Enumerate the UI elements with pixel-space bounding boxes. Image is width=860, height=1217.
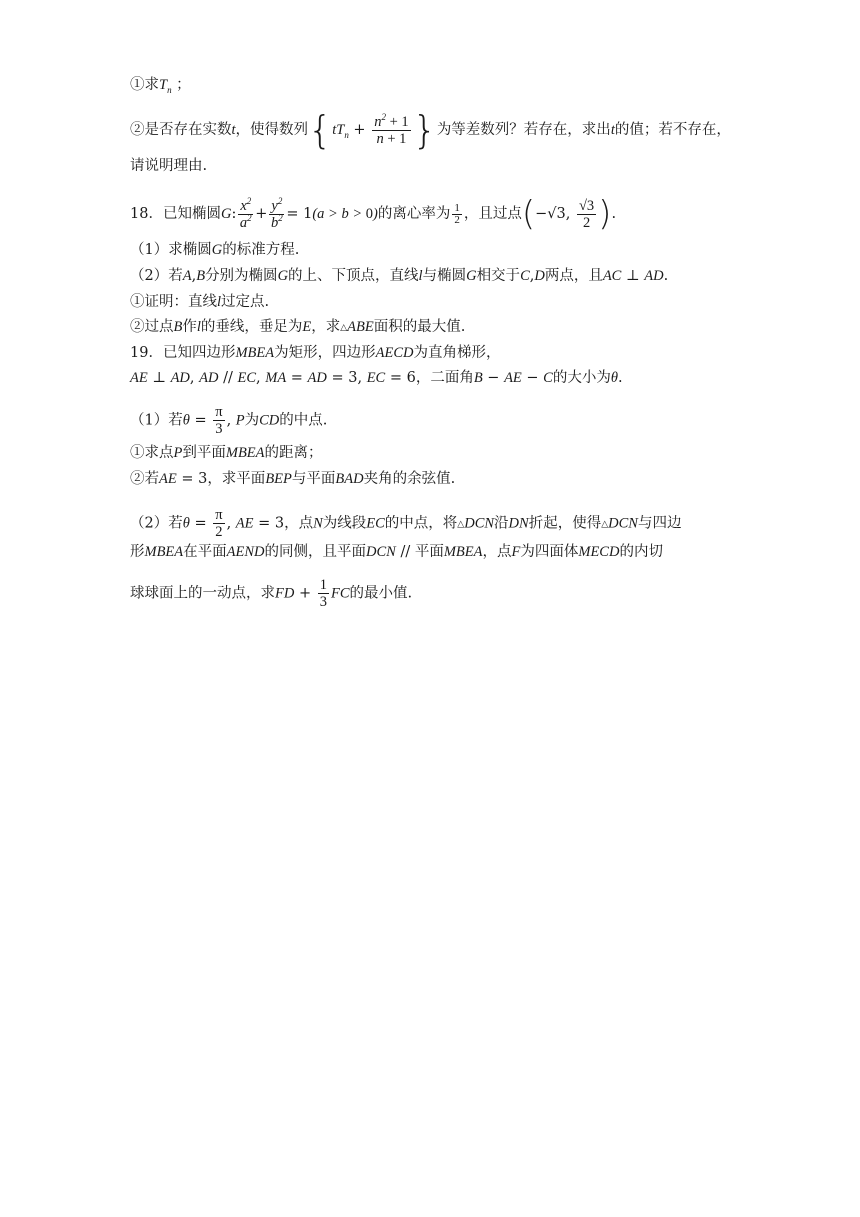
- text: 的同侧，且平面: [264, 544, 367, 560]
- q19-part-2-cont: 形MBEA在平面AEND的同侧，且平面DCN // 平面MBEA，点F为四面体MECD的内切: [130, 544, 663, 560]
- text: 面积的最大值.: [373, 319, 466, 335]
- text: 的标准方程.: [222, 242, 300, 258]
- text: 的内切: [619, 544, 663, 560]
- text: 为矩形，四边形: [274, 345, 376, 361]
- text: 的最小值.: [349, 585, 413, 602]
- text: 与四边: [637, 515, 682, 532]
- text: 18．已知椭圆: [130, 206, 221, 222]
- text: 的垂线，垂足为: [200, 319, 303, 335]
- q19-part-2: （2）若θ = $\frac{\pi}{2}$ , AE = 3，点N为线段EC的中点，将△DCN沿DN折起，使得△DCN与四边: [130, 507, 682, 540]
- text: 的上、下顶点，直线: [288, 268, 419, 284]
- text: ，点: [284, 515, 314, 532]
- q19-part-1-ii: ②若AE = 3，求平面BEP与平面BAD夹角的余弦值.: [130, 471, 456, 487]
- text: 作: [182, 319, 197, 335]
- text: 折起，使得: [528, 515, 602, 532]
- text: 的离心率为: [377, 206, 451, 222]
- text: ①求: [130, 77, 159, 93]
- text: 为直角梯形，: [413, 345, 501, 361]
- text: 与平面: [291, 471, 336, 487]
- text: 为线段: [322, 515, 367, 532]
- text: 的中点.: [279, 412, 328, 429]
- text: ，点: [482, 544, 512, 560]
- text: ②若: [130, 471, 159, 487]
- text: 形: [130, 544, 145, 560]
- text: 的距离；: [264, 445, 323, 461]
- text: 的大小为: [552, 370, 611, 386]
- q18-part-2-i: ①证明：直线l过定点.: [130, 294, 270, 310]
- q17-part-i: ①求$T_n$ ；: [130, 77, 191, 95]
- q19-part-2-end: 球球面上的一动点，求FD + $\frac{1}{3}$ FC的最小值.: [130, 577, 413, 610]
- text: ②过点: [130, 319, 174, 335]
- text: （1）求椭圆: [130, 242, 212, 258]
- text: 请说明理由.: [130, 158, 208, 174]
- text: 过定点.: [221, 294, 270, 310]
- text: 19．已知四边形: [130, 345, 236, 361]
- text: 分别为椭圆: [205, 268, 278, 284]
- q19-stem-1: 19．已知四边形MBEA为矩形，四边形AECD为直角梯形，: [130, 345, 501, 361]
- text: 夹角的余弦值.: [363, 471, 456, 487]
- q18-part-1: （1）求椭圆G的标准方程.: [130, 242, 300, 258]
- text: ，求: [311, 319, 341, 335]
- text: 球球面上的一动点，求: [130, 585, 275, 602]
- text: 到平面: [182, 445, 226, 461]
- text: 相交于: [476, 268, 521, 284]
- q18-stem: 18．已知椭圆G: $\frac{x^2}{a^2}$ + $\frac{y^2}{b^2}$ = 1(a > b > 0)的离心率为 $\frac{1}{2}$ ，且过点(−√3, $\frac{√3}{2}$ ).: [130, 194, 617, 234]
- text: （2）若: [130, 515, 183, 532]
- text: （2）若: [130, 268, 183, 284]
- text: 为: [244, 412, 260, 429]
- q17-tail: [130, 156, 207, 176]
- text: 与椭圆: [422, 268, 467, 284]
- text: 两点，且: [544, 268, 603, 284]
- q18-part-2: （2）若A,B分别为椭圆G的上、下顶点，直线l与椭圆G相交于C,D两点，且AC ⊥ AD.: [130, 268, 669, 284]
- text: ①证明：直线: [130, 294, 217, 310]
- text: ，求平面: [207, 471, 266, 487]
- text: ②是否存在实数: [130, 122, 232, 138]
- q18-part-2-ii: ②过点B作l的垂线，垂足为E，求△ABE面积的最大值.: [130, 319, 466, 335]
- text: ，二面角: [415, 370, 474, 386]
- text: ，且过点: [463, 206, 522, 222]
- q19-part-1: （1）若θ = $\frac{\pi}{3}$ , P为CD的中点.: [130, 404, 328, 437]
- q19-stem-2: AE ⊥ AD, AD // EC, MA = AD = 3, EC = 6，二面角B − AE − C的大小为θ.: [130, 370, 623, 386]
- text: ，使得数列: [235, 122, 309, 138]
- text: 的值；若不存在，: [614, 122, 731, 138]
- q19-part-1-i: ①求点P到平面MBEA的距离；: [130, 445, 323, 461]
- text: 为四面体: [520, 544, 579, 560]
- text: 沿: [494, 515, 509, 532]
- q17-part-ii: ②是否存在实数t，使得数列{$tT_n$ + $\frac{n^2 + 1}{n + 1}$ }为等差数列？若存在，求出t的值；若不存在，: [130, 108, 731, 152]
- text: （1）若: [130, 412, 183, 429]
- text: 在平面: [183, 544, 227, 560]
- text: 为等差数列？若存在，求出: [436, 122, 611, 138]
- text: 平面: [414, 544, 444, 560]
- text: ①求点: [130, 445, 174, 461]
- text: 的中点，将: [384, 515, 458, 532]
